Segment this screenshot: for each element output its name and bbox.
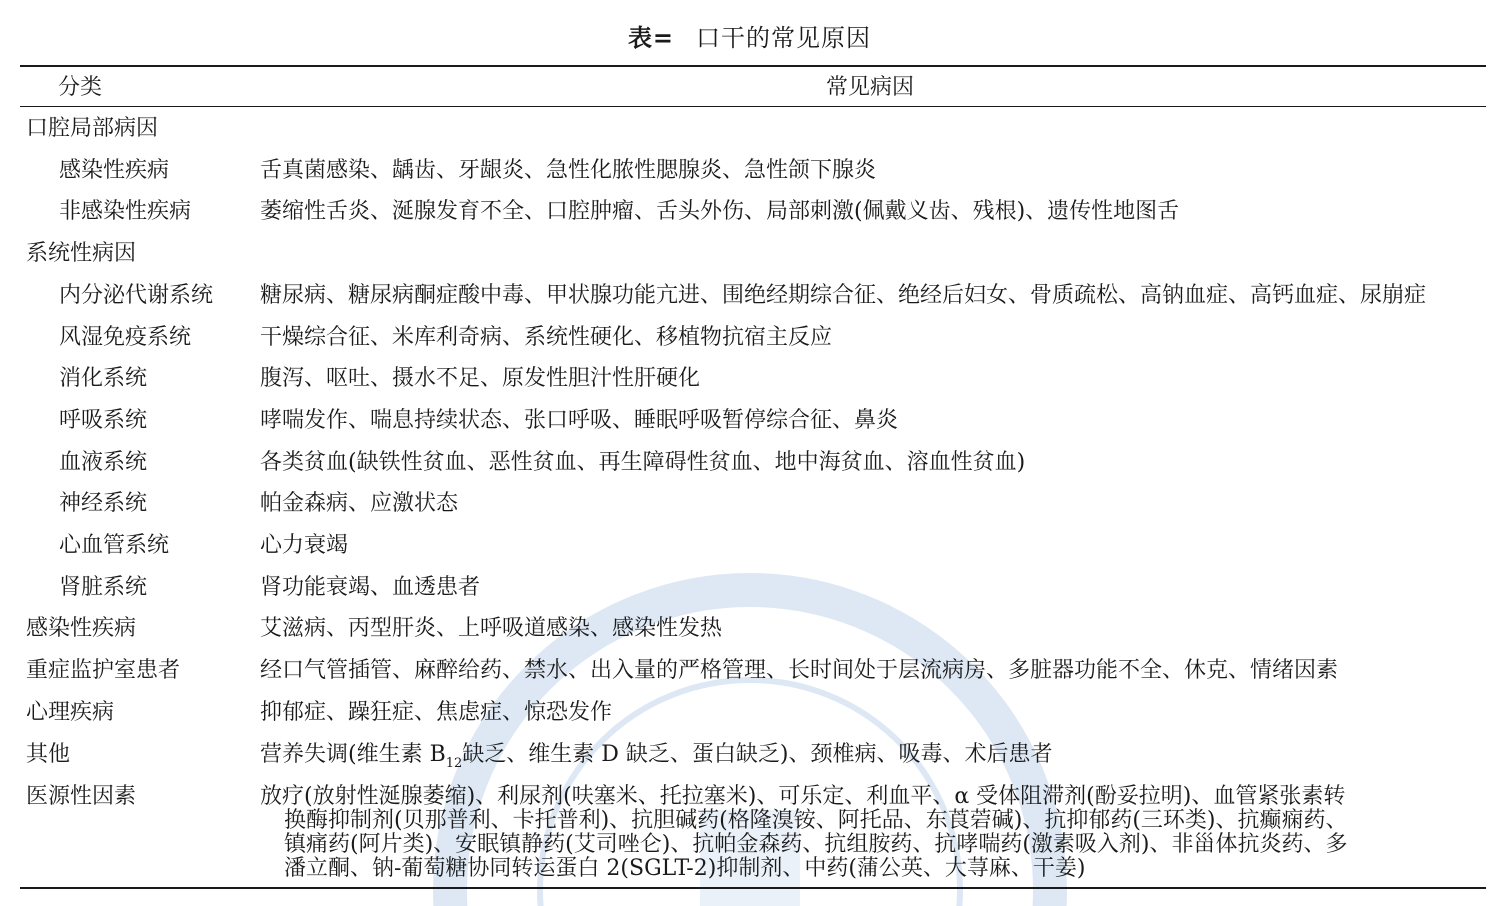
bottom-rule: [20, 887, 1486, 889]
table-title: [0, 18, 1499, 53]
header-rule: [20, 106, 1486, 107]
table-caption: 口干的常见原因: [696, 24, 872, 52]
row-cause: 萎缩性舌炎、涎腺发育不全、口腔肿瘤、舌头外伤、局部刺激(佩戴义齿、残根)、遗传性地图舌: [260, 199, 1180, 224]
row-category: 口腔局部病因: [26, 116, 159, 141]
row-cause: 舌真菌感染、龋齿、牙龈炎、急性化脓性腮腺炎、急性颌下腺炎: [260, 158, 877, 183]
row-category: 肾脏系统: [59, 575, 148, 600]
cause-line: 换酶抑制剂(贝那普利、卡托普利)、抗胆碱药(格隆溴铵、阿托品、东莨菪碱)、抗抑郁药(三环类)、抗癫痫药、: [284, 808, 1348, 833]
row-cause: [260, 743, 1053, 776]
cause-line: 潘立酮、钠-葡萄糖协同转运蛋白 2(SGLT-2)抑制剂、中药(蒲公英、大荨麻、干姜): [284, 856, 1086, 881]
row-category: 消化系统: [59, 366, 148, 391]
row-category: 风湿免疫系统: [59, 325, 192, 350]
row-category: 感染性疾病: [26, 616, 137, 641]
row-cause: 艾滋病、丙型肝炎、上呼吸道感染、感染性发热: [260, 616, 723, 641]
row-cause: 帕金森病、应激状态: [260, 491, 459, 516]
row-cause: 肾功能衰竭、血透患者: [260, 575, 481, 600]
row-cause: [260, 785, 1480, 881]
row-category: 心理疾病: [26, 700, 115, 725]
row-cause: 糖尿病、糖尿病酮症酸中毒、甲状腺功能亢进、围绝经期综合征、绝经后妇女、骨质疏松、高钠血症、高钙血症、尿崩症: [260, 283, 1427, 308]
row-cause: 各类贫血(缺铁性贫血、恶性贫血、再生障碍性贫血、地中海贫血、溶血性贫血): [260, 450, 1026, 475]
row-category: 系统性病因: [26, 241, 137, 266]
row-category: 重症监护室患者: [26, 658, 181, 683]
row-cause: 哮喘发作、喘息持续状态、张口呼吸、睡眠呼吸暂停综合征、鼻炎: [260, 408, 899, 433]
row-category: 非感染性疾病: [59, 199, 192, 224]
cause-subscript: 12: [445, 756, 463, 771]
row-category: 感染性疾病: [59, 158, 170, 183]
row-category: 其他: [26, 742, 71, 767]
row-category: 血液系统: [59, 450, 148, 475]
table-number: 表=: [627, 23, 675, 52]
row-category: 神经系统: [59, 491, 148, 516]
cause-text-b: 缺乏、维生素 D 缺乏、蛋白缺乏)、颈椎病、吸毒、术后患者: [462, 742, 1053, 767]
cause-text-a: 营养失调(维生素 B: [260, 742, 446, 767]
header-cause: 常见病因: [825, 75, 914, 100]
cause-line: 放疗(放射性涎腺萎缩)、利尿剂(呋塞米、托拉塞米)、可乐定、利血平、α 受体阻滞剂(酚妥拉明)、血管紧张素转: [260, 784, 1346, 809]
row-cause: 干燥综合征、米库利奇病、系统性硬化、移植物抗宿主反应: [260, 325, 833, 350]
row-category: 内分泌代谢系统: [59, 283, 214, 308]
row-cause: 腹泻、呕吐、摄水不足、原发性胆汁性肝硬化: [260, 366, 701, 391]
row-cause: 抑郁症、躁狂症、焦虑症、惊恐发作: [260, 700, 613, 725]
row-category: 心血管系统: [59, 533, 170, 558]
row-category: 呼吸系统: [59, 408, 148, 433]
row-category: 医源性因素: [26, 784, 137, 809]
top-rule: [20, 65, 1486, 67]
cause-line: 镇痛药(阿片类)、安眠镇静药(艾司唑仑)、抗帕金森药、抗组胺药、抗哮喘药(激素吸入剂)、非甾体抗炎药、多: [284, 832, 1348, 857]
header-category: 分类: [58, 75, 103, 100]
row-cause: 心力衰竭: [260, 533, 349, 558]
row-cause: 经口气管插管、麻醉给药、禁水、出入量的严格管理、长时间处于层流病房、多脏器功能不全、休克、情绪因素: [260, 658, 1339, 683]
